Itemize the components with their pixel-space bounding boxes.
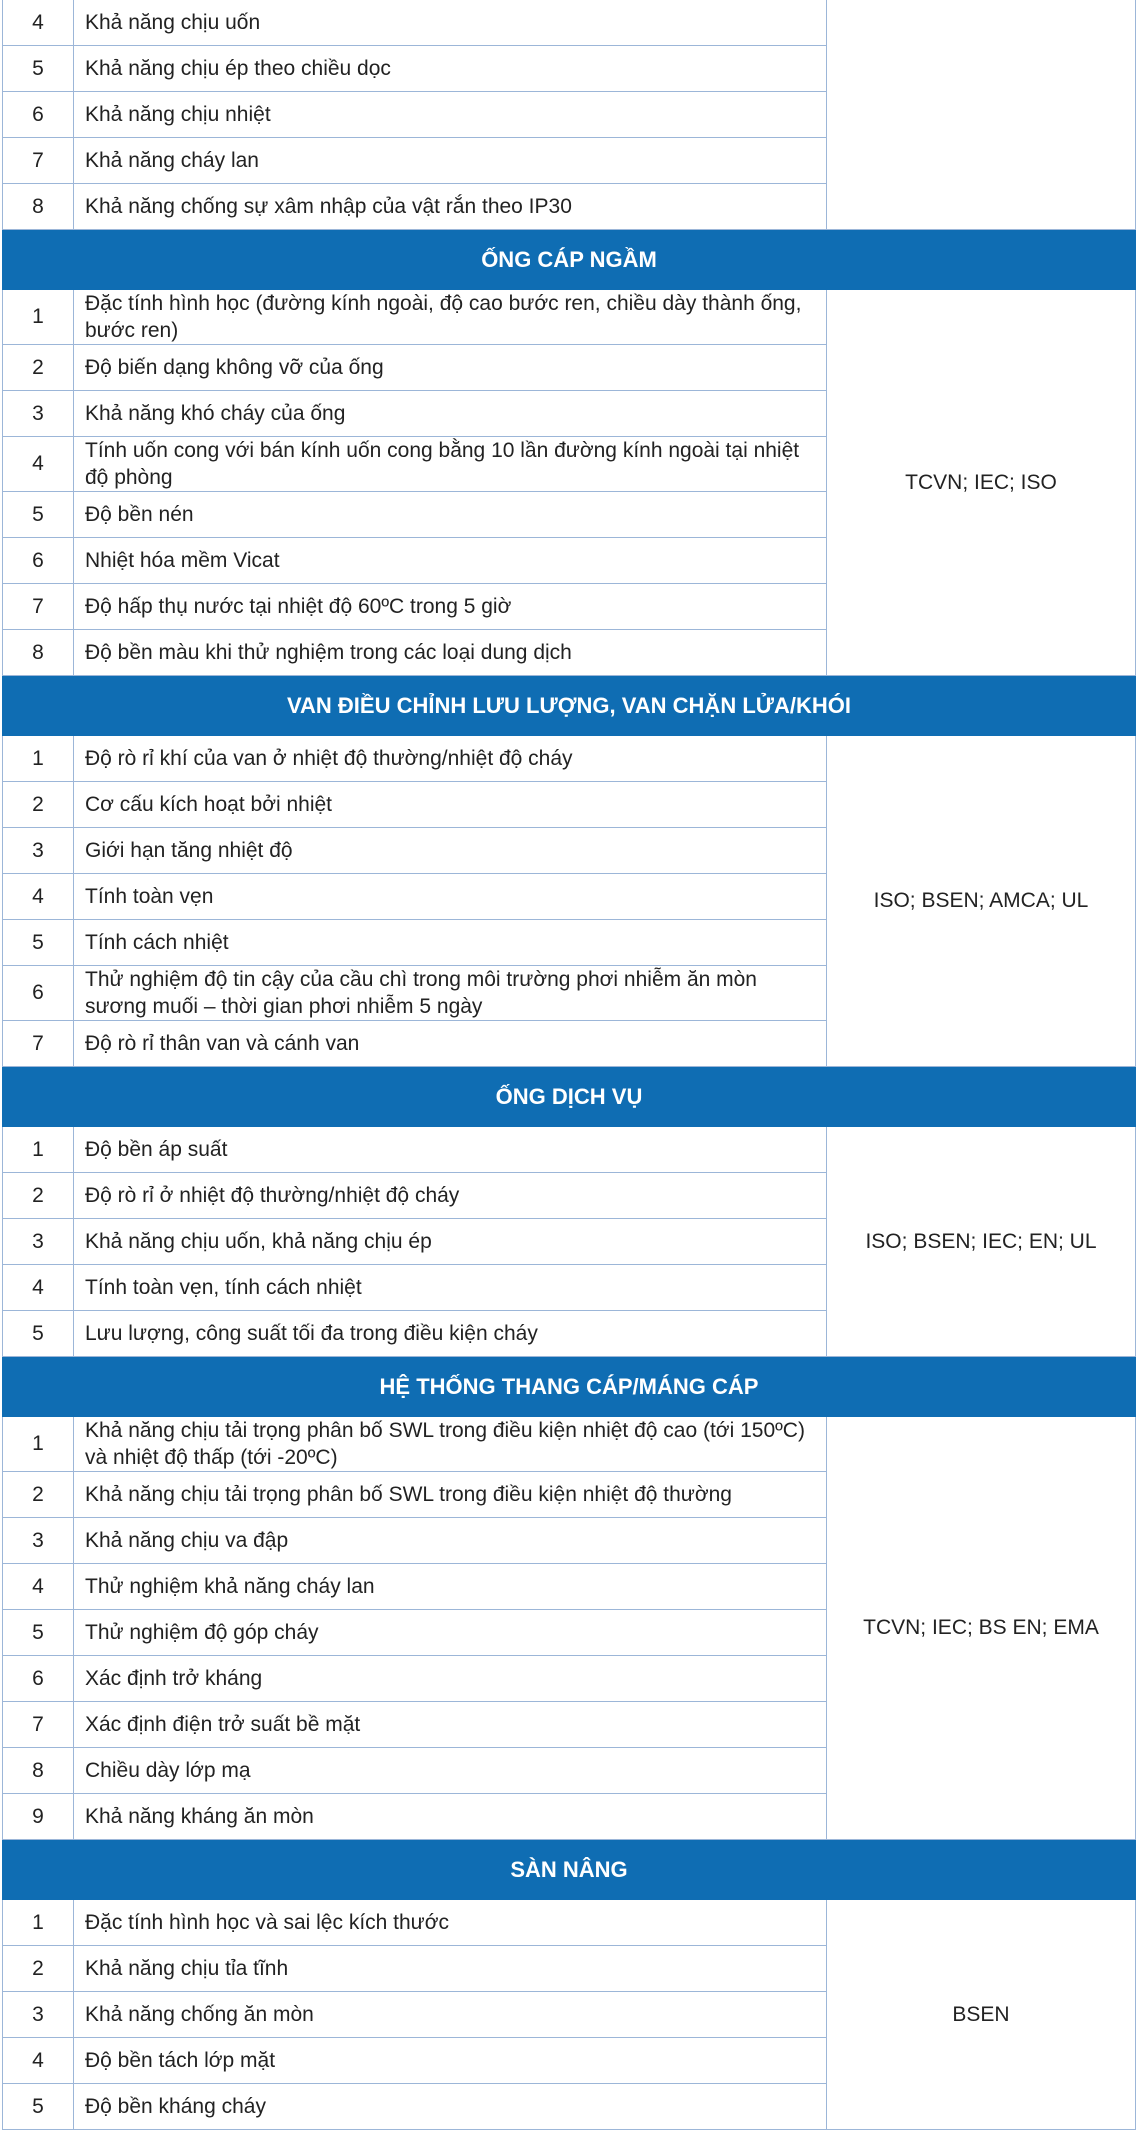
standard-cell [827,0,1136,230]
row-number: 1 [2,1417,74,1471]
test-item: Thử nghiệm độ góp cháy [73,1610,827,1655]
test-item: Khả năng chịu va đập [73,1518,827,1563]
standard-cell: ISO; BSEN; AMCA; UL [827,736,1136,1067]
row-number: 4 [2,1564,74,1609]
test-item: Tính uốn cong với bán kính uốn cong bằng 10 lần đường kính ngoài tại nhiệt độ phòng [73,437,827,491]
test-item: Khả năng chịu uốn, khả năng chịu ép [73,1219,827,1264]
table-row [2,1794,827,1840]
row-number: 7 [2,1021,74,1066]
test-item: Đặc tính hình học và sai lệc kích thước [73,1900,827,1945]
row-number: 2 [2,782,74,827]
test-item: Độ bền áp suất [73,1127,827,1172]
row-number: 2 [2,345,74,390]
test-item: Giới hạn tăng nhiệt độ [73,828,827,873]
table-row [2,492,827,538]
section-header: ỐNG DỊCH VỤ [2,1067,1136,1127]
table-row [2,2038,827,2084]
row-number: 1 [2,736,74,781]
row-number: 1 [2,290,74,344]
table-row [2,1173,827,1219]
row-number: 9 [2,1794,74,1839]
row-number: 6 [2,538,74,583]
row-number: 4 [2,437,74,491]
test-item: Khả năng kháng ăn mòn [73,1794,827,1839]
row-number: 5 [2,920,74,965]
test-item: Khả năng chống ăn mòn [73,1992,827,2037]
row-number: 2 [2,1173,74,1218]
table-row [2,1311,827,1357]
row-number: 4 [2,1265,74,1310]
test-item: Thử nghiệm độ tin cậy của cầu chì trong môi trường phơi nhiễm ăn mòn sương muối – thời gian phơi nhiễm 5 ngày [73,966,827,1020]
section-header: ỐNG CÁP NGẦM [2,230,1136,290]
standard-cell: ISO; BSEN; IEC; EN; UL [827,1127,1136,1357]
table-row [2,1992,827,2038]
table-row [2,1127,827,1173]
row-number: 8 [2,1748,74,1793]
table-row [2,966,827,1021]
table-row [2,1564,827,1610]
table-row [2,1518,827,1564]
table-row [2,1021,827,1067]
table-row [2,46,827,92]
test-item: Khả năng chịu tải trọng phân bố SWL trong điều kiện nhiệt độ cao (tới 150ºC) và nhiệt độ thấp (tới -20ºC) [73,1417,827,1471]
test-item: Xác định trở kháng [73,1656,827,1701]
test-item: Xác định điện trở suất bề mặt [73,1702,827,1747]
test-item: Độ biến dạng không vỡ của ống [73,345,827,390]
row-number: 6 [2,966,74,1020]
table-row [2,1265,827,1311]
table-row [2,2084,827,2130]
test-item: Chiều dày lớp mạ [73,1748,827,1793]
row-number: 5 [2,492,74,537]
table-row [2,184,827,230]
table-row [2,0,827,46]
row-number: 1 [2,1900,74,1945]
test-item: Khả năng chịu ép theo chiều dọc [73,46,827,91]
row-number: 3 [2,1992,74,2037]
table-row [2,1946,827,1992]
test-item: Thử nghiệm khả năng cháy lan [73,1564,827,1609]
test-item: Nhiệt hóa mềm Vicat [73,538,827,583]
test-item: Tính cách nhiệt [73,920,827,965]
table-row [2,1748,827,1794]
test-item: Tính toàn vẹn, tính cách nhiệt [73,1265,827,1310]
table-row [2,1900,827,1946]
table-row [2,584,827,630]
test-item: Độ rò rỉ khí của van ở nhiệt độ thường/nhiệt độ cháy [73,736,827,781]
section-header: VAN ĐIỀU CHỈNH LƯU LƯỢNG, VAN CHẶN LỬA/KHÓI [2,676,1136,736]
row-number: 8 [2,184,74,229]
row-number: 4 [2,874,74,919]
row-number: 7 [2,138,74,183]
row-number: 1 [2,1127,74,1172]
test-item: Khả năng chịu nhiệt [73,92,827,137]
test-item: Lưu lượng, công suất tối đa trong điều kiện cháy [73,1311,827,1356]
row-number: 2 [2,1946,74,1991]
row-number: 4 [2,2038,74,2083]
test-item: Độ hấp thụ nước tại nhiệt độ 60ºC trong 5 giờ [73,584,827,629]
test-item: Độ rò rỉ ở nhiệt độ thường/nhiệt độ cháy [73,1173,827,1218]
row-number: 3 [2,1219,74,1264]
table-row [2,138,827,184]
test-item: Khả năng khó cháy của ống [73,391,827,436]
row-number: 3 [2,1518,74,1563]
test-item: Độ bền kháng cháy [73,2084,827,2129]
table-row [2,630,827,676]
standard-cell: BSEN [827,1900,1136,2130]
row-number: 5 [2,1311,74,1356]
table-row [2,1219,827,1265]
test-item: Khả năng cháy lan [73,138,827,183]
table-row [2,828,827,874]
row-number: 5 [2,2084,74,2129]
row-number: 2 [2,1472,74,1517]
table-row [2,1702,827,1748]
test-item: Độ bền màu khi thử nghiệm trong các loại dung dịch [73,630,827,675]
table-row [2,874,827,920]
test-item: Độ rò rỉ thân van và cánh van [73,1021,827,1066]
table-row [2,736,827,782]
table-row [2,92,827,138]
table-row [2,391,827,437]
row-number: 7 [2,584,74,629]
row-number: 5 [2,1610,74,1655]
standard-cell: TCVN; IEC; BS EN; EMA [827,1417,1136,1840]
test-item: Đặc tính hình học (đường kính ngoài, độ cao bước ren, chiều dày thành ống, bước ren) [73,290,827,344]
section-header: HỆ THỐNG THANG CÁP/MÁNG CÁP [2,1357,1136,1417]
row-number: 6 [2,92,74,137]
row-number: 3 [2,828,74,873]
table-row [2,782,827,828]
table-row [2,920,827,966]
section-header: SÀN NÂNG [2,1840,1136,1900]
standard-cell: TCVN; IEC; ISO [827,290,1136,676]
test-item: Khả năng chịu tải trọng phân bố SWL trong điều kiện nhiệt độ thường [73,1472,827,1517]
row-number: 3 [2,391,74,436]
test-item: Khả năng chịu uốn [73,0,827,45]
row-number: 4 [2,0,74,45]
test-item: Độ bền tách lớp mặt [73,2038,827,2083]
row-number: 8 [2,630,74,675]
test-item: Tính toàn vẹn [73,874,827,919]
table-row [2,538,827,584]
table-row [2,1417,827,1472]
table-row [2,437,827,492]
row-number: 7 [2,1702,74,1747]
test-item: Độ bền nén [73,492,827,537]
test-item: Cơ cấu kích hoạt bởi nhiệt [73,782,827,827]
test-item: Khả năng chống sự xâm nhập của vật rắn theo IP30 [73,184,827,229]
row-number: 5 [2,46,74,91]
row-number: 6 [2,1656,74,1701]
test-item: Khả năng chịu tỉa tĩnh [73,1946,827,1991]
table-row [2,290,827,345]
table-row [2,345,827,391]
table-row [2,1610,827,1656]
table-row [2,1656,827,1702]
table-row [2,1472,827,1518]
